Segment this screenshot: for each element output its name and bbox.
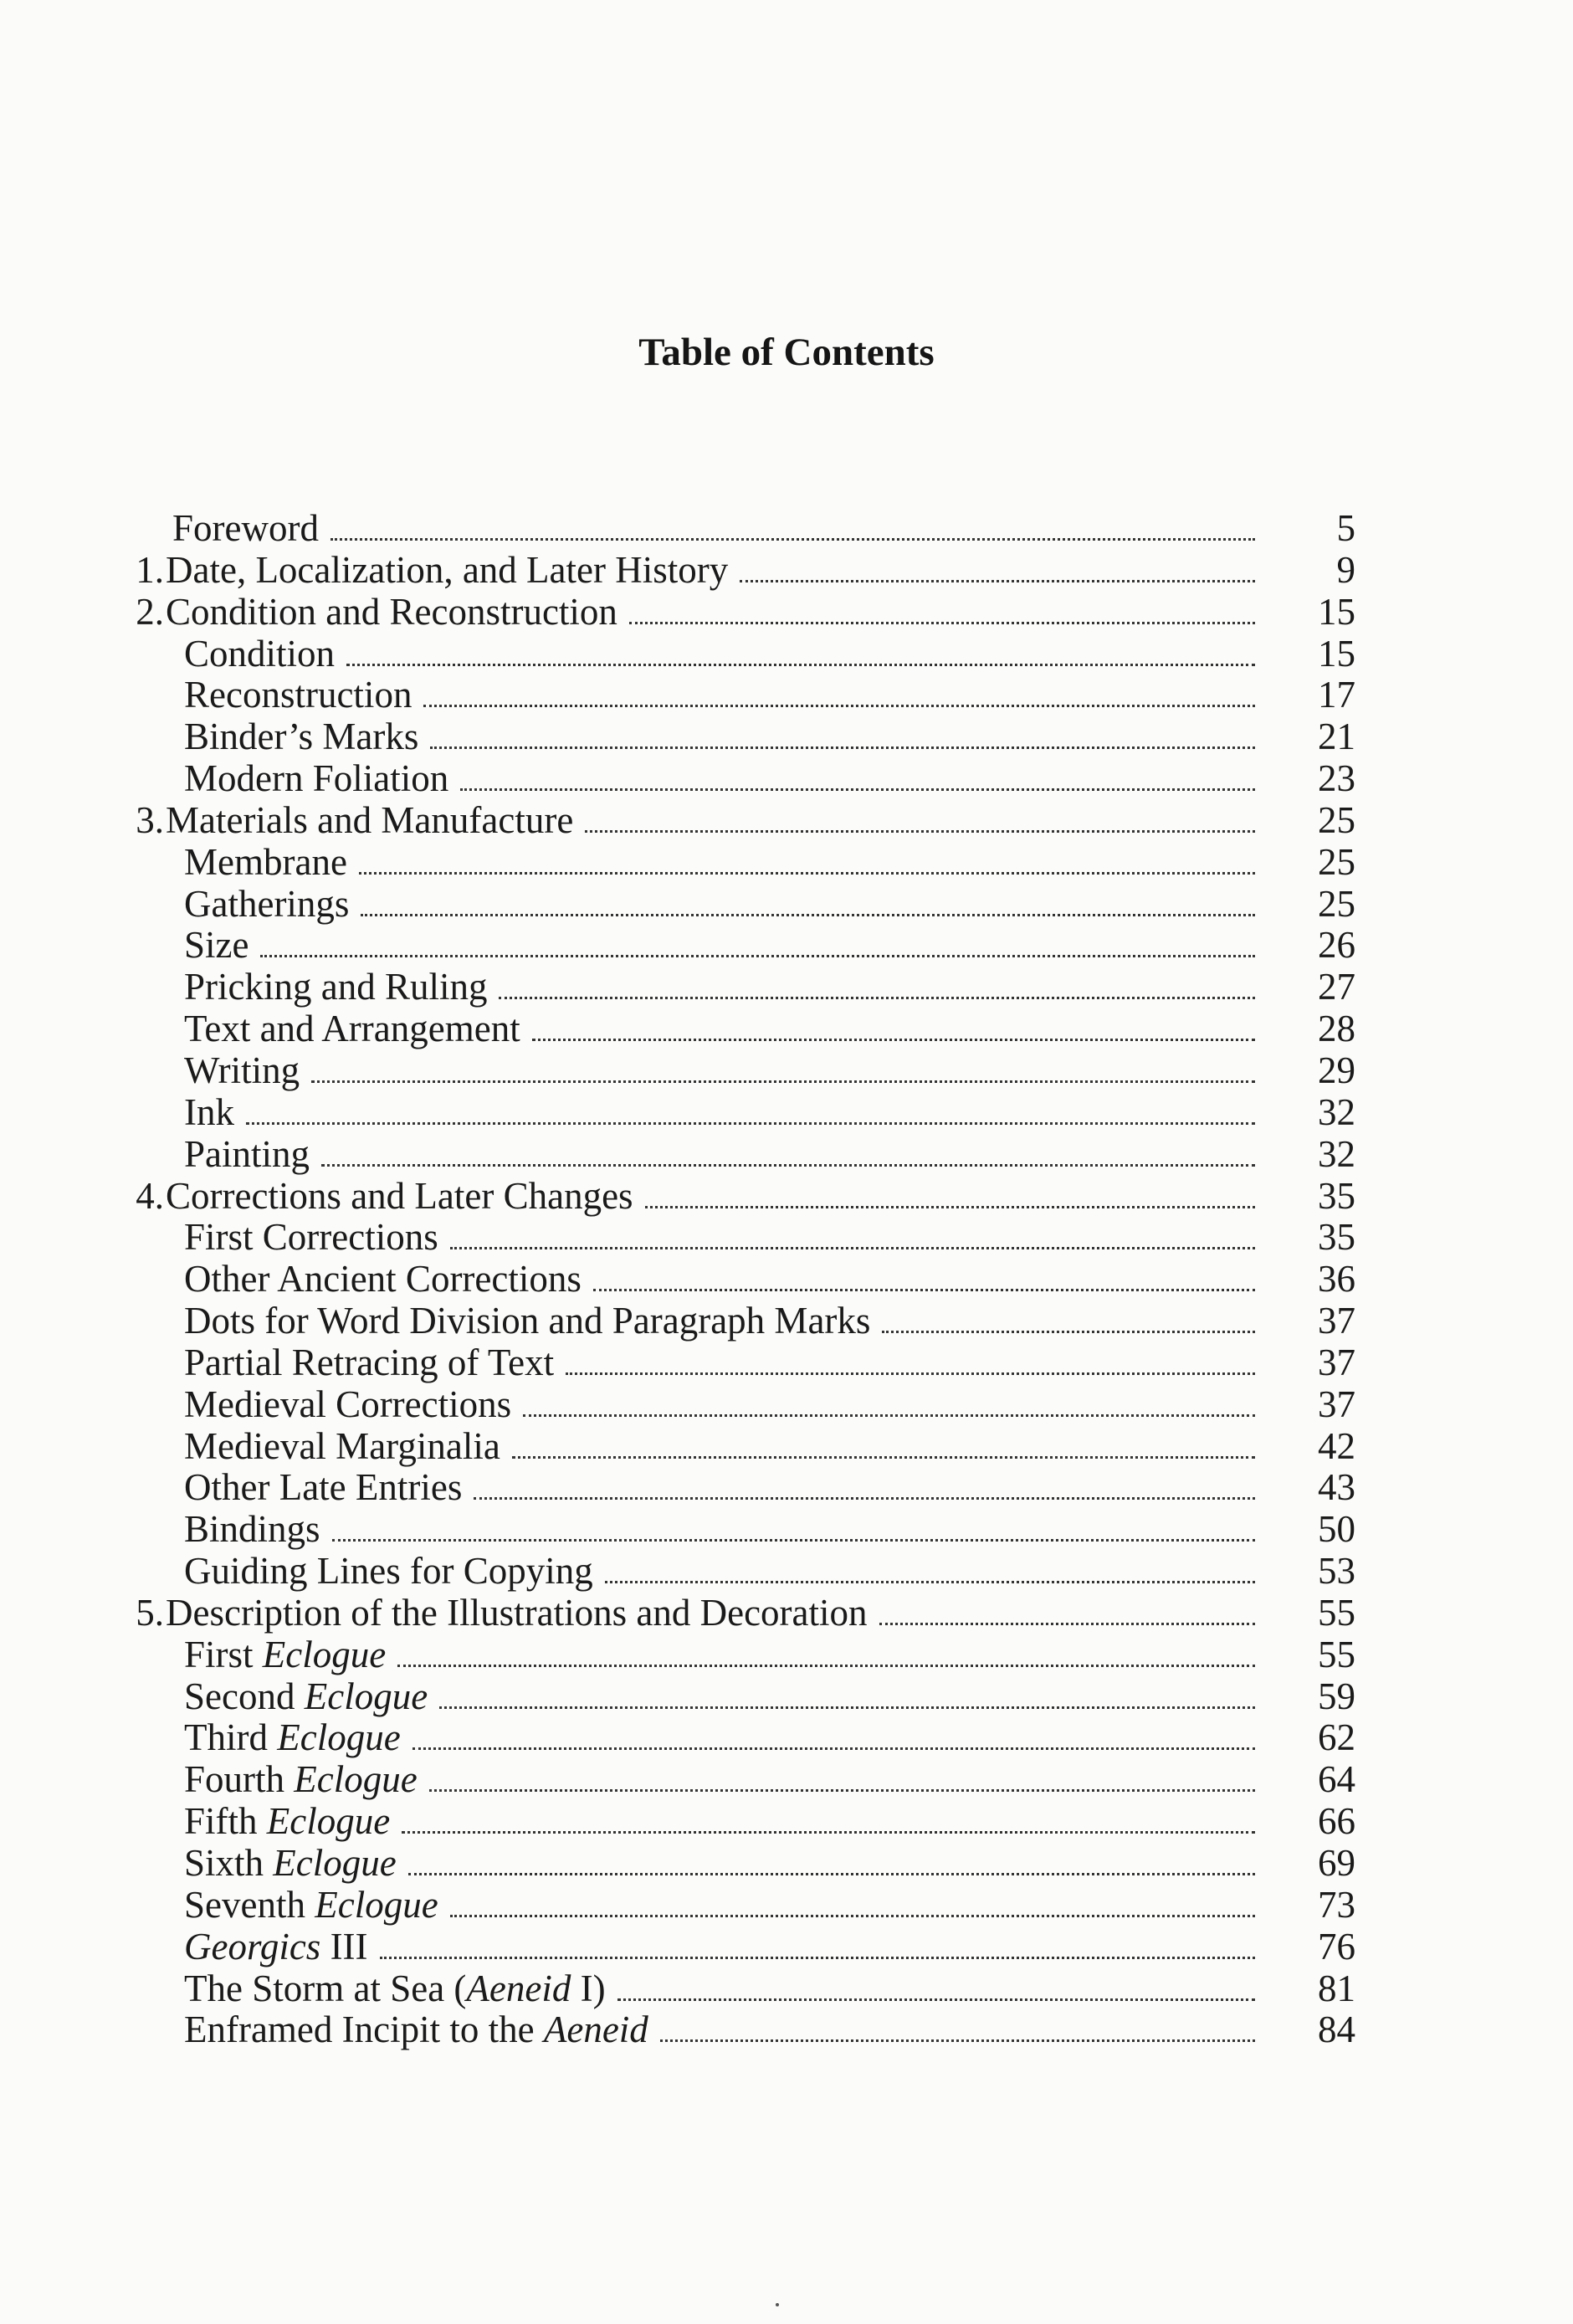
toc-label: [184, 1551, 1255, 1593]
toc-label: [184, 967, 1255, 1009]
toc-entry: [109, 1134, 1355, 1176]
entry-title: [184, 1801, 402, 1843]
page-number: 32: [1318, 1132, 1355, 1175]
entry-title: [184, 634, 346, 675]
toc-entry: [109, 508, 1355, 550]
page-title: Table of Contents: [638, 331, 935, 374]
toc-entry: [109, 2009, 1355, 2051]
entry-title: [184, 1342, 566, 1384]
title-part: Second: [184, 1675, 305, 1717]
entry-title: [184, 758, 460, 800]
dot-leader: [474, 1497, 1255, 1500]
page-number: 69: [1318, 1842, 1355, 1884]
toc-label: [184, 634, 1255, 676]
italic-title-part: Eclogue: [262, 1633, 387, 1675]
page-number: 27: [1318, 966, 1355, 1008]
page-number: 32: [1318, 1090, 1355, 1133]
toc-label: [184, 1384, 1255, 1427]
toc-label: [184, 1926, 1255, 1969]
title-part: Medieval Corrections: [184, 1383, 512, 1425]
title-part: Enframed Incipit to the: [184, 2008, 544, 2051]
title-part: Other Ancient Corrections: [184, 1258, 582, 1301]
page-number: 26: [1318, 924, 1355, 967]
entry-title: [184, 716, 430, 758]
toc-label: [184, 2009, 1255, 2052]
page-number: 42: [1318, 1424, 1355, 1467]
dot-leader: [412, 1747, 1255, 1750]
italic-title-part: Eclogue: [277, 1716, 401, 1759]
dot-leader: [346, 664, 1255, 666]
dot-leader: [439, 1706, 1255, 1709]
title-part: The Storm at Sea (: [184, 1967, 467, 2009]
title-part: Binder’s Marks: [184, 716, 419, 758]
title-part: Guiding Lines for Copying: [184, 1550, 593, 1593]
page-number: 66: [1318, 1800, 1355, 1843]
italic-title-part: Eclogue: [315, 1883, 438, 1926]
title-part: Fifth: [184, 1800, 267, 1843]
entry-title: [166, 800, 585, 842]
entry-title: [184, 1259, 593, 1301]
title-part: Bindings: [184, 1508, 320, 1551]
toc-entry: [109, 1717, 1355, 1759]
page-number: 73: [1318, 1883, 1355, 1926]
title-part: Text and Arrangement: [184, 1008, 520, 1050]
toc-entry: [109, 1467, 1355, 1509]
italic-title-part: Eclogue: [304, 1675, 428, 1717]
entry-title: [184, 967, 499, 1008]
toc-entry: [109, 1885, 1355, 1926]
title-part: Writing: [184, 1049, 300, 1091]
page-number: 25: [1318, 882, 1355, 925]
toc-entry: [109, 800, 1355, 842]
page-number: 21: [1318, 716, 1355, 758]
toc-entry: [109, 634, 1355, 675]
page-number: 35: [1318, 1216, 1355, 1259]
title-part: Sixth: [184, 1842, 274, 1884]
title-part: Reconstruction: [184, 674, 412, 716]
toc-label: [184, 1885, 1255, 1927]
italic-title-part: Georgics: [184, 1925, 321, 1967]
dot-leader: [499, 997, 1255, 999]
toc-entry: [109, 675, 1355, 716]
entry-title: [184, 1301, 882, 1342]
entry-title: [184, 1759, 429, 1801]
entry-title: [184, 1843, 408, 1885]
toc-label: [184, 675, 1255, 717]
page-number: 17: [1318, 674, 1355, 716]
page-number: 15: [1318, 590, 1355, 633]
dot-leader: [566, 1372, 1255, 1375]
entry-title: [184, 1008, 532, 1050]
italic-title-part: Eclogue: [294, 1758, 418, 1801]
toc-label: [184, 1301, 1255, 1343]
page-number: 37: [1318, 1300, 1355, 1342]
toc-label: [184, 1509, 1255, 1552]
toc-entry: [109, 884, 1355, 926]
chapter-number: 4.: [136, 1174, 164, 1217]
toc-entry: [109, 1593, 1355, 1634]
entry-title: [184, 925, 260, 967]
page-number: 37: [1318, 1341, 1355, 1383]
entry-title: [184, 884, 361, 926]
page-number: 9: [1336, 548, 1355, 591]
page-number: 59: [1318, 1675, 1355, 1717]
entry-title: [184, 1634, 397, 1676]
page-number: 53: [1318, 1550, 1355, 1593]
title-part: Other Late Entries: [184, 1466, 463, 1509]
toc-entry: [109, 550, 1355, 592]
entry-title: [184, 1426, 512, 1468]
toc-entry: [109, 1008, 1355, 1050]
page-number: 50: [1318, 1508, 1355, 1551]
page-number: 55: [1318, 1591, 1355, 1634]
page-number: 25: [1318, 798, 1355, 841]
title-part: Medieval Marginalia: [184, 1424, 500, 1467]
dot-leader: [645, 1206, 1255, 1208]
toc-entry: [109, 925, 1355, 967]
chapter-number: 2.: [136, 590, 164, 633]
toc-label: [166, 800, 1255, 843]
entry-title: [184, 1217, 450, 1259]
dot-leader: [532, 1039, 1255, 1041]
toc-entry: [109, 1634, 1355, 1676]
title-part: Gatherings: [184, 882, 350, 925]
chapter-number: 3.: [136, 798, 164, 841]
toc-label: [184, 884, 1255, 926]
page-number: 76: [1318, 1925, 1355, 1967]
toc-label: [184, 1801, 1255, 1844]
dot-leader: [617, 1998, 1255, 2001]
dot-leader: [246, 1122, 1255, 1125]
dot-leader: [512, 1456, 1255, 1459]
title-part: Description of the Illustrations and Decoration: [166, 1591, 868, 1634]
dot-leader: [605, 1581, 1255, 1583]
dot-leader: [402, 1831, 1255, 1834]
toc-label: [184, 1217, 1255, 1259]
entry-title: [184, 1717, 412, 1759]
dot-leader: [740, 580, 1255, 582]
toc-label: [184, 1092, 1255, 1135]
italic-title-part: Aeneid: [466, 1967, 571, 2009]
toc-entry: [109, 1759, 1355, 1801]
toc-entry: [109, 1843, 1355, 1885]
entry-title: [184, 1551, 605, 1593]
toc-entry: [109, 1342, 1355, 1384]
chapter-number: 5.: [136, 1591, 164, 1634]
page-number: 23: [1318, 757, 1355, 800]
dot-leader: [359, 872, 1255, 875]
dot-leader: [330, 538, 1255, 541]
entry-title: [184, 675, 423, 716]
toc-entry: [109, 967, 1355, 1008]
page-number: 62: [1318, 1716, 1355, 1759]
dot-leader: [593, 1289, 1255, 1291]
title-part: Membrane: [184, 840, 347, 883]
toc-label: [184, 1134, 1255, 1177]
title-part: Third: [184, 1716, 278, 1759]
dot-leader: [879, 1623, 1255, 1625]
title-part: Partial Retracing of Text: [184, 1341, 555, 1383]
ink-speck: [776, 2303, 779, 2306]
entry-title: [184, 1384, 523, 1426]
toc-label: [184, 1676, 1255, 1719]
title-part: Modern Foliation: [184, 757, 449, 800]
toc-label: [184, 1050, 1255, 1093]
toc-entry: [109, 1259, 1355, 1301]
dot-leader: [361, 914, 1255, 916]
toc-entry: [109, 842, 1355, 884]
toc-label: [184, 1717, 1255, 1760]
dot-leader: [429, 1789, 1255, 1792]
toc-entry: [109, 1092, 1355, 1134]
dot-leader: [380, 1957, 1255, 1959]
toc-label: [184, 1342, 1255, 1385]
entry-title: [166, 550, 740, 592]
italic-title-part: Aeneid: [543, 2008, 648, 2051]
page-number: 43: [1318, 1466, 1355, 1509]
entry-title: [172, 508, 330, 550]
entry-title: [184, 2009, 660, 2051]
page-number: 84: [1318, 2008, 1355, 2051]
toc-entry: [109, 1426, 1355, 1468]
toc-entry: [109, 1801, 1355, 1843]
dot-leader: [321, 1164, 1255, 1167]
toc-entry: [109, 592, 1355, 634]
toc-label: [184, 1259, 1255, 1301]
dot-leader: [397, 1665, 1255, 1667]
title-part: I): [571, 1967, 606, 2009]
italic-title-part: Eclogue: [273, 1842, 397, 1884]
entry-title: [184, 1467, 474, 1509]
toc-label: [166, 1593, 1255, 1635]
entry-title: [184, 1885, 450, 1926]
toc-label: [184, 1467, 1255, 1510]
dot-leader: [408, 1873, 1255, 1875]
title-part: First: [184, 1633, 263, 1675]
dot-leader: [423, 705, 1255, 707]
title-part: Date, Localization, and Later History: [166, 548, 729, 591]
toc-label: [184, 1843, 1255, 1885]
toc-label: [166, 1176, 1255, 1218]
page-number: 25: [1318, 840, 1355, 883]
dot-leader: [585, 830, 1255, 833]
dot-leader: [523, 1414, 1255, 1417]
title-part: Fourth: [184, 1758, 295, 1801]
title-part: Condition: [184, 632, 336, 675]
entry-title: [166, 592, 629, 634]
entry-title: [184, 1968, 617, 2010]
toc-entry: [109, 1217, 1355, 1259]
toc-entry: [109, 1384, 1355, 1426]
table-of-contents: [109, 508, 1355, 2051]
entry-title: [166, 1176, 645, 1218]
dot-leader: [460, 788, 1255, 791]
page-number: 64: [1318, 1758, 1355, 1801]
page-number: 5: [1336, 507, 1355, 549]
dot-leader: [629, 622, 1255, 624]
toc-entry: [109, 1050, 1355, 1092]
italic-title-part: Eclogue: [266, 1800, 391, 1843]
title-part: Pricking and Ruling: [184, 966, 488, 1008]
toc-label: [166, 550, 1255, 593]
entry-title: [166, 1593, 879, 1634]
toc-label: [172, 508, 1255, 551]
toc-entry: [109, 1968, 1355, 2010]
title-part: Condition and Reconstruction: [166, 590, 617, 633]
dot-leader: [332, 1539, 1255, 1542]
toc-label: [184, 1008, 1255, 1051]
title-part: Painting: [184, 1132, 310, 1175]
dot-leader: [430, 746, 1255, 749]
title-part: Materials and Manufacture: [166, 798, 574, 841]
toc-entry: [109, 1676, 1355, 1718]
page-number: 15: [1318, 632, 1355, 675]
entry-title: [184, 842, 359, 884]
dot-leader: [450, 1247, 1255, 1249]
toc-label: [184, 925, 1255, 967]
page-number: 35: [1318, 1174, 1355, 1217]
toc-label: [184, 758, 1255, 801]
title-part: Foreword: [172, 507, 319, 549]
toc-entry: [109, 1176, 1355, 1218]
title-part: First Corrections: [184, 1216, 438, 1259]
toc-entry: [109, 1551, 1355, 1593]
chapter-number: 1.: [136, 548, 164, 591]
toc-label: [166, 592, 1255, 634]
page-number: 55: [1318, 1633, 1355, 1675]
page-number: 29: [1318, 1049, 1355, 1091]
toc-entry: [109, 758, 1355, 800]
toc-entry: [109, 716, 1355, 758]
toc-label: [184, 1759, 1255, 1802]
entry-title: [184, 1092, 246, 1134]
toc-entry: [109, 1301, 1355, 1342]
toc-label: [184, 1426, 1255, 1469]
title-part: Size: [184, 924, 249, 967]
entry-title: [184, 1050, 311, 1092]
dot-leader: [311, 1080, 1255, 1083]
title-part: Ink: [184, 1090, 234, 1133]
toc-entry: [109, 1509, 1355, 1551]
entry-title: [184, 1926, 380, 1968]
dot-leader: [260, 955, 1255, 957]
entry-title: [184, 1509, 332, 1551]
dot-leader: [660, 2039, 1255, 2042]
title-part: III: [320, 1925, 368, 1967]
page-number: 37: [1318, 1383, 1355, 1425]
toc-label: [184, 1634, 1255, 1677]
page-number: 28: [1318, 1008, 1355, 1050]
title-part: Seventh: [184, 1883, 315, 1926]
entry-title: [184, 1676, 439, 1718]
title-part: Corrections and Later Changes: [166, 1174, 633, 1217]
entry-title: [184, 1134, 321, 1176]
dot-leader: [882, 1331, 1255, 1333]
page-number: 36: [1318, 1258, 1355, 1301]
title-part: Dots for Word Division and Paragraph Marks: [184, 1300, 871, 1342]
toc-entry: [109, 1926, 1355, 1968]
page-number: 81: [1318, 1967, 1355, 2009]
toc-label: [184, 716, 1255, 759]
toc-label: [184, 1968, 1255, 2011]
dot-leader: [450, 1915, 1255, 1917]
toc-label: [184, 842, 1255, 885]
